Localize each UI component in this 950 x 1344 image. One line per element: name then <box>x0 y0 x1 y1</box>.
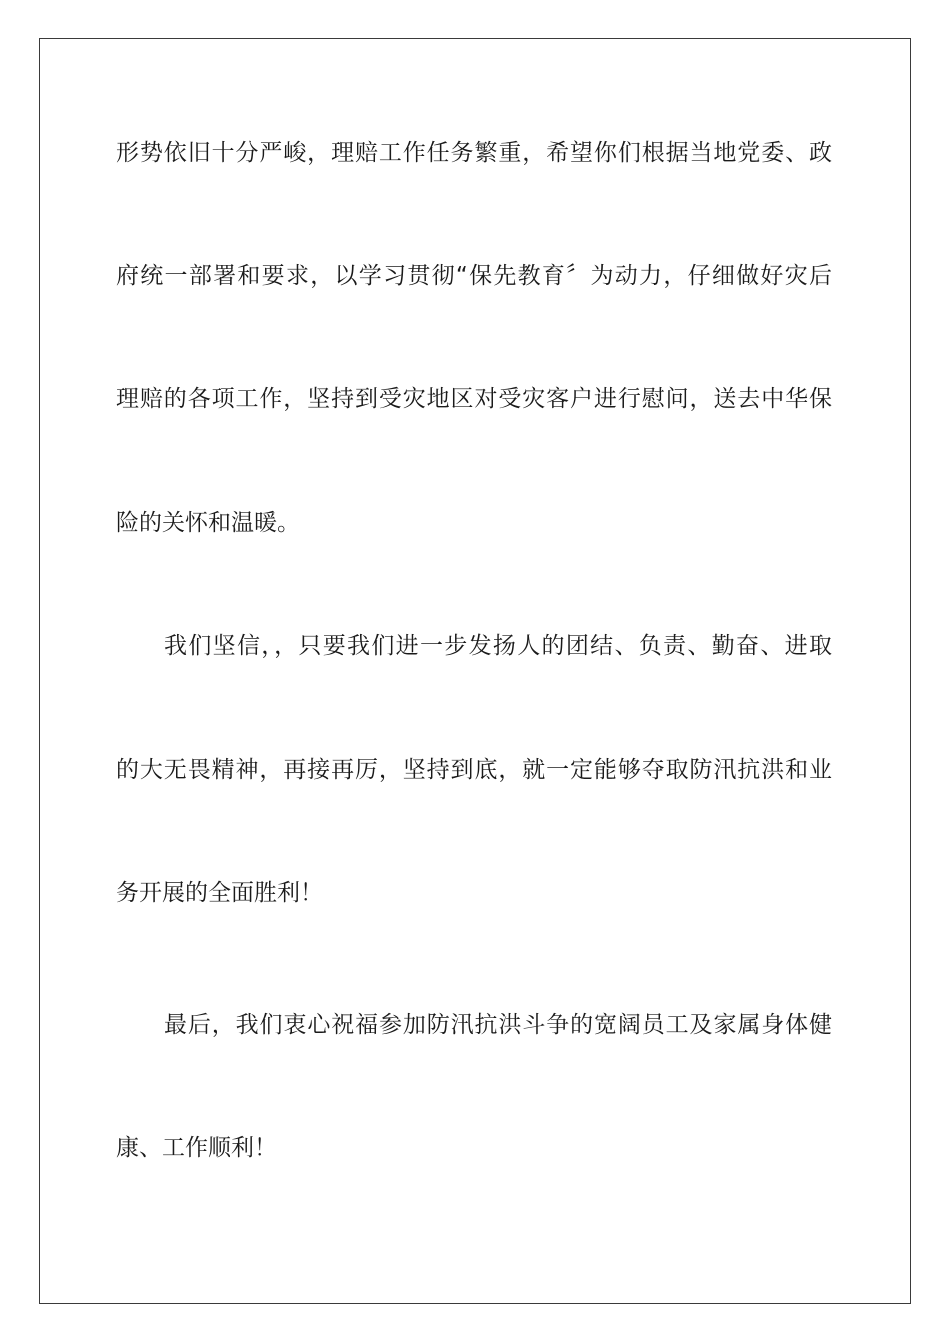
paragraph-3-line-1: 最后，我们衷心祝福参加防汛抗洪斗争的宽阔员工及家属身体健 <box>164 1012 832 1038</box>
paragraph-2-line-3: 务开展的全面胜利！ <box>116 880 323 906</box>
page-border <box>39 38 911 1304</box>
paragraph-1-line-3: 理赔的各项工作，坚持到受灾地区对受灾客户进行慰问，送去中华保 <box>116 386 832 412</box>
paragraph-1-line-2: 府统一部署和要求，以学习贯彻“保先教育〞为动力，仔细做好灾后 <box>116 263 832 289</box>
paragraph-2-line-1: 我们坚信，，只要我们进一步发扬人的团结、负责、勤奋、进取 <box>164 633 832 659</box>
paragraph-3-line-2: 康、工作顺利！ <box>116 1135 277 1161</box>
paragraph-1-line-1: 形势依旧十分严峻，理赔工作任务繁重，希望你们根据当地党委、政 <box>116 140 832 166</box>
paragraph-2-line-2: 的大无畏精神，再接再厉，坚持到底，就一定能够夺取防汛抗洪和业 <box>116 757 832 783</box>
paragraph-1-line-4: 险的关怀和温暖。 <box>116 510 300 536</box>
